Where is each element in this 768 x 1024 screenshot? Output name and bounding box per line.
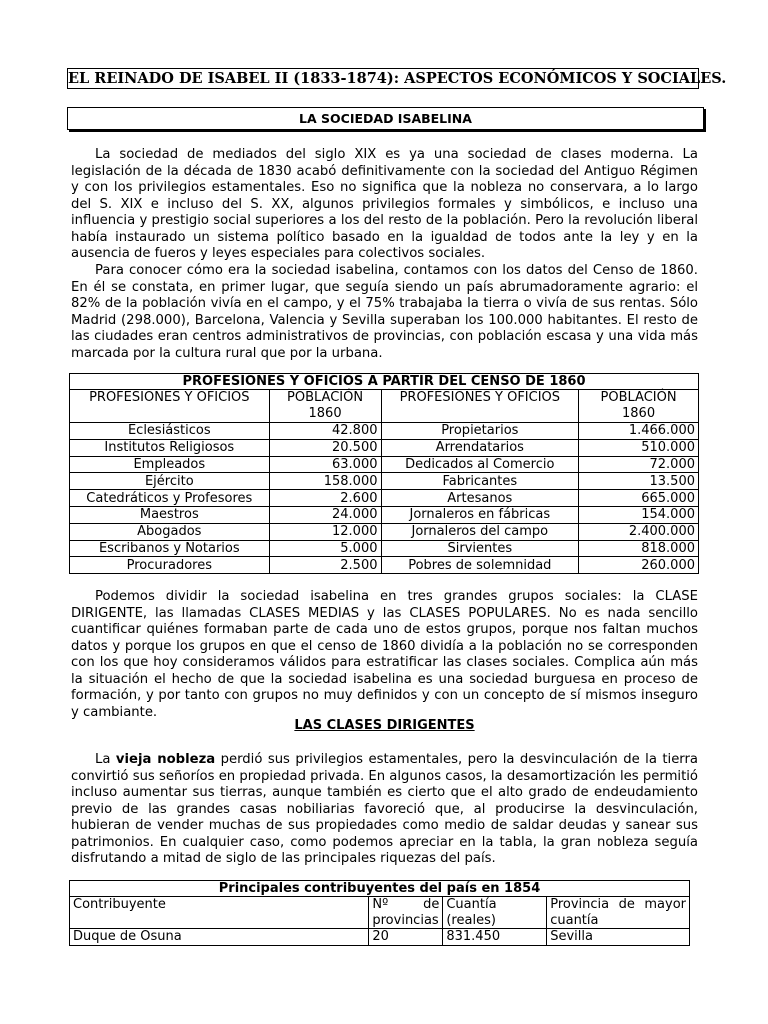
header-cell: Contribuyente [70,897,369,929]
profession-cell: Maestros [70,506,270,523]
table-row [70,490,699,507]
table-cell: 20 [369,929,443,946]
profession-cell: Empleados [70,456,270,473]
table-row [70,439,699,456]
contributors-table-header [70,897,690,929]
header-cell: Nº de provincias [369,897,443,929]
census-table-caption: PROFESIONES Y OFICIOS A PARTIR DEL CENSO DE 1860 [70,374,699,390]
population-cell: 154.000 [579,506,699,523]
section-heading: LA SOCIEDAD ISABELINA [67,107,704,130]
population-cell: 665.000 [579,490,699,507]
table-cell: Duque de Osuna [70,929,369,946]
profession-cell: Pobres de solemnidad [381,557,579,574]
profession-cell: Artesanos [381,490,579,507]
profession-cell: Institutos Religiosos [70,439,270,456]
paragraph-text: La [95,752,111,767]
population-cell: 24.000 [269,506,381,523]
profession-cell: Escribanos y Notarios [70,540,270,557]
population-cell: 2.500 [269,557,381,574]
population-cell: 510.000 [579,439,699,456]
header-cell: POBLACIÓN 1860 [269,390,381,423]
table-row [70,506,699,523]
table-row [70,523,699,540]
census-table-body [70,423,699,574]
document-title: EL REINADO DE ISABEL II (1833-1874): ASPECTOS ECONÓMICOS Y SOCIALES. [68,70,727,87]
profession-cell: Dedicados al Comercio [381,456,579,473]
emphasis-text: vieja nobleza [115,752,216,767]
table-cell: 831.450 [443,929,547,946]
profession-cell: Procuradores [70,557,270,574]
profession-cell: Sirvientes [381,540,579,557]
profession-cell: Abogados [70,523,270,540]
paragraph-text: perdió sus privilegios estamentales, pero la desvinculación de la tierra convirtió sus señoríos en propiedad privada. En algunos casos, la desamortización les permitió incluso aumentar sus tierras, aunque también es cierto que el alto grado de endeudamiento previo de las grandes casas nobiliarias favoreció que, al producirse la desvinculación, hubieran de vender muchas de sus propiedades como medio de saldar deudas y sanear sus patrimonios. En cualquier caso, como podemos apreciar en la tabla, la gran nobleza seguía disfrutando a mitad de siglo de las principales riquezas del país. [71,752,698,866]
contributors-table-body [70,929,690,946]
population-cell: 818.000 [579,540,699,557]
table-row [70,929,690,946]
population-cell: 2.400.000 [579,523,699,540]
population-cell: 72.000 [579,456,699,473]
table-row [70,423,699,440]
population-cell: 12.000 [269,523,381,540]
contributors-table [69,880,690,946]
population-cell: 260.000 [579,557,699,574]
header-cell: PROFESIONES Y OFICIOS [381,390,579,423]
paragraph-intro: La sociedad de mediados del siglo XIX es ya una sociedad de clases moderna. La legislación de la década de 1830 acabó definitivamente con la sociedad del Antiguo Régimen y con los privilegios estamentales. Eso no significa que la nobleza no conservara, a lo largo del S. XIX e incluso del S. XX, algunos privilegios formales y simbólicos, e incluso una influencia y prestigio social superiores a los del resto de la población. Pero la revolución liberal había instaurado un sistema político basado en la igualdad de todos ante la ley y en la ausencia de fueros y leyes especiales para colectivos sociales. [71,147,698,261]
population-cell: 1.466.000 [579,423,699,440]
population-cell: 158.000 [269,473,381,490]
population-cell: 2.600 [269,490,381,507]
paragraph-nobleza [71,752,698,868]
table-row [70,540,699,557]
population-cell: 20.500 [269,439,381,456]
table-row [70,557,699,574]
profession-cell: Jornaleros en fábricas [381,506,579,523]
paragraph-social-groups: Podemos dividir la sociedad isabelina en tres grandes grupos sociales: la CLASE DIRIGENTE, las llamadas CLASES MEDIAS y las CLASES POPULARES. No es nada sencillo cuantificar quiénes formaban parte de cada uno de estos grupos, porque nos faltan muchos datos y porque los grupos en que el censo de 1860 dividía a la población no se corresponden con los que hoy consideramos válidos para estratificar las clases sociales. Complica aún más la situación el hecho de que la sociedad isabelina es una sociedad burguesa en proceso de formación, y por tanto con grupos no muy definidos y con un concepto de sí mismos inseguro y cambiante. [71,589,698,720]
profession-cell: Catedráticos y Profesores [70,490,270,507]
population-cell: 42.800 [269,423,381,440]
population-cell: 63.000 [269,456,381,473]
profession-cell: Eclesiásticos [70,423,270,440]
population-cell: 13.500 [579,473,699,490]
header-cell: Provincia de mayor cuantía [547,897,690,929]
header-cell: PROFESIONES Y OFICIOS [70,390,270,423]
header-cell: POBLACIÓN 1860 [579,390,699,423]
table-row [70,456,699,473]
profession-cell: Fabricantes [381,473,579,490]
table-cell: Sevilla [547,929,690,946]
census-table-header [70,390,699,423]
population-cell: 5.000 [269,540,381,557]
census-table [69,373,699,574]
profession-cell: Propietarios [381,423,579,440]
contributors-table-caption: Principales contribuyentes del país en 1854 [70,881,690,897]
table-row [70,473,699,490]
profession-cell: Jornaleros del campo [381,523,579,540]
header-cell: Cuantía (reales) [443,897,547,929]
profession-cell: Arrendatarios [381,439,579,456]
profession-cell: Ejército [70,473,270,490]
paragraph-census: Para conocer cómo era la sociedad isabelina, contamos con los datos del Censo de 1860. En él se constata, en primer lugar, que seguía siendo un país abrumadoramente agrario: el 82% de la población vivía en el campo, y el 75% trabajaba la tierra o vivía de sus rentas. Sólo Madrid (298.000), Barcelona, Valencia y Sevilla superaban los 100.000 habitantes. El resto de las ciudades eran centros administrativos de provincias, con población escasa y una vida más marcada por la cultura rural que por la urbana. [71,263,698,361]
subheading-clases-dirigentes: LAS CLASES DIRIGENTES [294,718,475,733]
